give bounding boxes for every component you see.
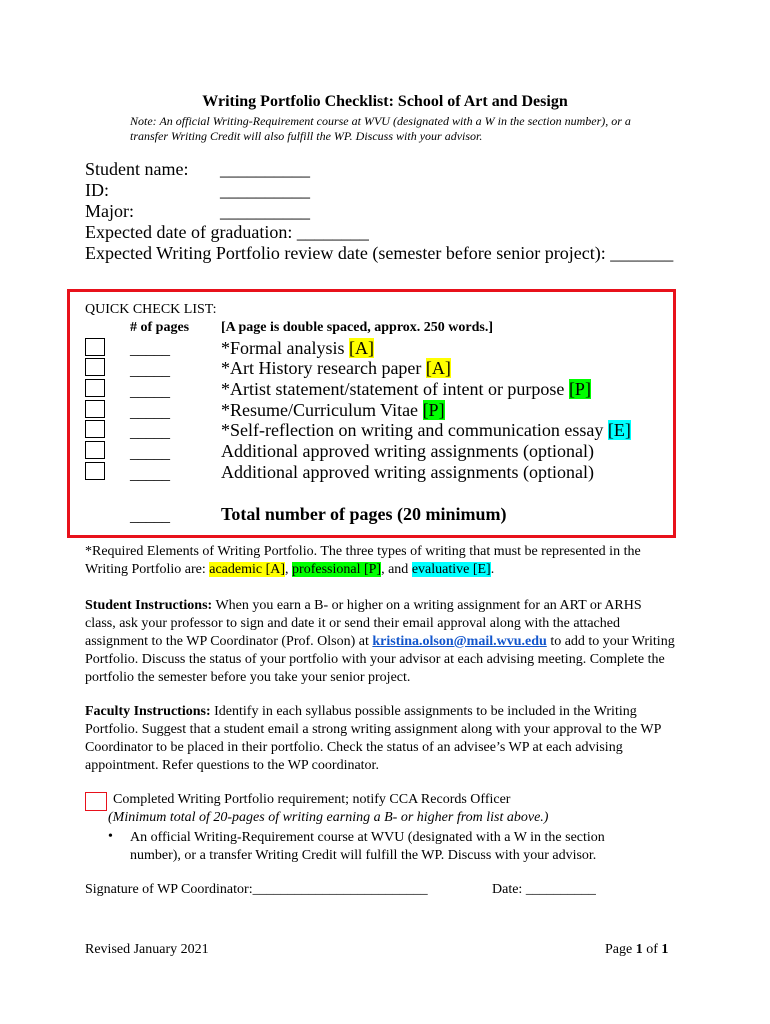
item-art-history [221,358,451,379]
faculty-instructions-label: Faculty Instructions: [85,704,211,719]
pages-blank[interactable]: _____ [130,424,170,441]
id-field[interactable]: __________ [220,180,310,200]
coordinator-email-link[interactable]: kristina.olson@mail.wvu.edu [372,634,547,649]
student-instructions-label: Student Instructions: [85,598,213,613]
faculty-instructions-text: Identify in each syllabus possible assignments to be included in the Writing Portfolio. Suggest that a student email a strong writing assignment along with your approval to the WP Coordinator to be placed in their portfolio. Check the status of an advisee’s WP at each advising appointment. Refer questions to the WP coordinator. [85,704,661,773]
item-artist-statement [221,379,591,400]
page-title: Writing Portfolio Checklist: School of Art and Design [202,93,568,110]
item-additional-1: Additional approved writing assignments (optional) [221,441,594,461]
checkbox-formal-analysis[interactable] [85,338,105,356]
student-name-label: Student name: [85,159,189,179]
page-total: 1 [661,942,669,957]
type-tag: [P] [422,400,445,420]
completed-checkbox[interactable] [85,792,107,811]
item-label: *Artist statement/statement of intent or purpose [221,379,569,399]
student-instructions-text: When you earn a B- or higher on a writing assignment for an ART or ARHS class, ask your professor to sign and date it or send their email approval along with the attached assignment to the WP Coordinator (Prof. Olson) at [85,598,642,649]
pages-blank[interactable]: _____ [130,466,170,483]
item-label: *Formal analysis [221,338,349,358]
item-label: *Self-reflection on writing and communication essay [221,420,608,440]
item-formal-analysis [221,338,374,359]
item-label: *Art History research paper [221,358,426,378]
type-tag: [A] [349,338,374,358]
page-definition-note: [A page is double spaced, approx. 250 words.] [221,320,494,335]
item-self-reflection [221,420,631,441]
pages-blank[interactable]: _____ [130,404,170,421]
bullet-icon: • [108,829,113,844]
page-num: 1 [635,942,643,957]
pages-blank[interactable]: _____ [130,445,170,462]
total-pages-blank[interactable]: _____ [130,508,170,525]
required-text: *Required Elements of Writing Portfolio. The three types of writing that must be represented in the Writing Portfolio are: [85,544,641,577]
pages-blank[interactable]: _____ [130,362,170,379]
professional-tag: professional [P] [292,562,382,577]
period: . [490,562,495,577]
date-line[interactable]: Date: __________ [492,882,596,897]
type-tag: [P] [568,379,591,399]
checkbox-self-reflection[interactable] [85,420,105,438]
item-label: *Resume/Curriculum Vitae [221,400,423,420]
student-instructions-paragraph [85,597,675,687]
total-pages-label: Total number of pages (20 minimum) [221,504,507,524]
separator: , and [381,562,412,577]
graduation-date-line[interactable]: Expected date of graduation: ________ [85,222,369,242]
checkbox-art-history[interactable] [85,358,105,376]
type-tag: [E] [607,420,631,440]
item-resume [221,400,445,421]
pages-blank[interactable]: _____ [130,341,170,358]
type-tag: [A] [425,358,451,378]
evaluative-tag: evaluative [E] [411,562,491,577]
faculty-instructions-paragraph [85,703,675,775]
completed-label: Completed Writing Portfolio requirement; notify CCA Records Officer [113,792,511,807]
separator: , [285,562,293,577]
checkbox-additional-1[interactable] [85,441,105,459]
major-label: Major: [85,201,134,221]
page-prefix: Page [605,942,636,957]
review-date-line[interactable]: Expected Writing Portfolio review date (semester before senior project): _______ [85,243,674,263]
student-instructions-text-2: to add to your Writing Portfolio. Discuss the status of your portfolio with your advisor at each advising meeting. Complete the portfolio the semester before you take your senior project. [85,634,675,685]
completed-subnote: (Minimum total of 20-pages of writing earning a B- or higher from list above.) [108,810,549,825]
item-additional-2: Additional approved writing assignments (optional) [221,462,594,482]
academic-tag: academic [A] [209,562,286,577]
quick-check-heading: QUICK CHECK LIST: [85,302,217,317]
checkbox-additional-2[interactable] [85,462,105,480]
page-of: of [642,942,662,957]
completed-bullet-text: An official Writing-Requirement course at WVU (designated with a W in the section number), or a transfer Writing Credit will fulfill the WP. Discuss with your advisor. [130,830,605,863]
required-elements-paragraph [85,543,675,579]
pages-blank[interactable]: _____ [130,383,170,400]
id-label: ID: [85,180,109,200]
checkbox-resume[interactable] [85,400,105,418]
revised-date: Revised January 2021 [85,942,209,957]
pages-column-header: # of pages [130,320,190,335]
checkbox-artist-statement[interactable] [85,379,105,397]
signature-line[interactable]: Signature of WP Coordinator:_________________________ [85,882,428,897]
major-field[interactable]: __________ [220,201,310,221]
note-text: Note: An official Writing-Requirement course at WVU (designated with a W in the section number), or a transfer Writing Credit will also fulfill the WP. Discuss with your advisor. [130,114,631,143]
page-number [605,942,668,958]
student-name-field[interactable]: __________ [220,159,310,179]
